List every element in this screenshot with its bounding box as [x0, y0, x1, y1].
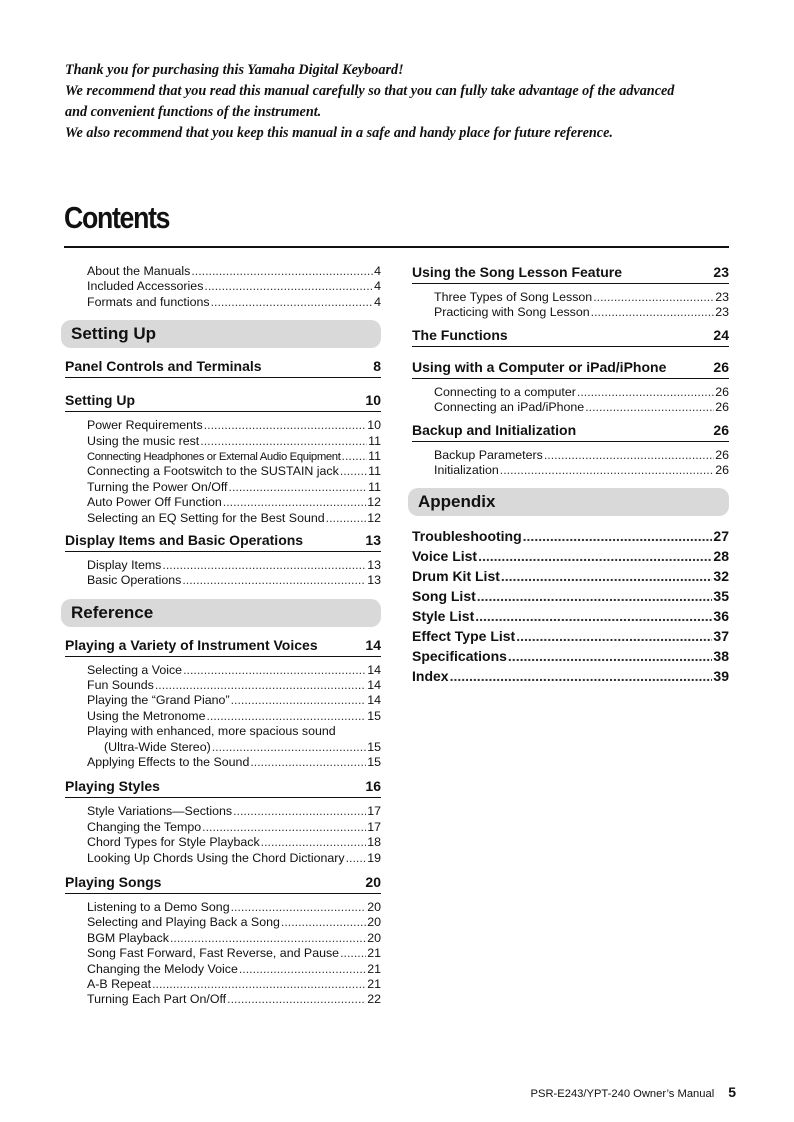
toc-entry[interactable]: Using the music rest ..... 11: [65, 434, 381, 449]
toc-entry[interactable]: Display Items ..... 13: [65, 558, 381, 573]
toc-left-column: [65, 264, 381, 1008]
toc-entry[interactable]: Power Requirements ..... 10: [65, 418, 381, 433]
toc-entry[interactable]: Practicing with Song Lesson ..... 23: [412, 305, 729, 320]
section-header-appendix: Appendix: [408, 488, 729, 516]
toc-right-column: [412, 264, 729, 686]
toc-appendix-entry[interactable]: Specifications ..... 38: [412, 646, 729, 666]
toc-entry[interactable]: Connecting Headphones or External Audio Equipment ..... 11: [65, 449, 381, 464]
page-footer: [500, 1084, 736, 1100]
toc-chapter[interactable]: Backup and Initialization 26: [412, 422, 729, 442]
toc-entry[interactable]: Initialization ..... 26: [412, 463, 729, 478]
title-rule: [64, 246, 729, 248]
toc-entry[interactable]: Turning Each Part On/Off ..... 22: [65, 992, 381, 1007]
toc-entry[interactable]: Fun Sounds ..... 14: [65, 678, 381, 693]
toc-entry[interactable]: Auto Power Off Function ..... 12: [65, 495, 381, 510]
toc-chapter[interactable]: Playing Songs 20: [65, 874, 381, 894]
intro-line: and convenient functions of the instrument.: [65, 104, 322, 120]
toc-appendix-entry[interactable]: Voice List ..... 28: [412, 546, 729, 566]
toc-entry[interactable]: Connecting to a computer ..... 26: [412, 385, 729, 400]
toc-entry[interactable]: Formats and functions ..... 4: [65, 295, 381, 310]
toc-entry[interactable]: Included Accessories ..... 4: [65, 279, 381, 294]
intro-line: Thank you for purchasing this Yamaha Digital Keyboard!: [65, 62, 404, 78]
toc-appendix-entry[interactable]: Drum Kit List ..... 32: [412, 566, 729, 586]
toc-entry[interactable]: Applying Effects to the Sound ..... 15: [65, 755, 381, 770]
toc-chapter[interactable]: Using the Song Lesson Feature 23: [412, 264, 729, 284]
toc-entry[interactable]: Changing the Tempo ..... 17: [65, 820, 381, 835]
toc-chapter[interactable]: Playing a Variety of Instrument Voices 14: [65, 637, 381, 657]
toc-entry[interactable]: A-B Repeat ..... 21: [65, 977, 381, 992]
toc-chapter[interactable]: Playing Styles 16: [65, 778, 381, 798]
toc-appendix-entry[interactable]: Style List ..... 36: [412, 606, 729, 626]
toc-entry[interactable]: About the Manuals ..... 4: [65, 264, 381, 279]
toc-appendix-entry[interactable]: Index ..... 39: [412, 666, 729, 686]
toc-appendix-entry[interactable]: Song List ..... 35: [412, 586, 729, 606]
toc-chapter[interactable]: Panel Controls and Terminals 8: [65, 358, 381, 378]
toc-entry[interactable]: Playing with enhanced, more spacious sound (Ultra-Wide Stereo) ..... 15: [65, 724, 381, 755]
toc-chapter[interactable]: The Functions 24: [412, 327, 729, 347]
toc-entry[interactable]: Three Types of Song Lesson ..... 23: [412, 290, 729, 305]
intro-line: We recommend that you read this manual carefully so that you can fully take advantage of the advanced: [65, 83, 675, 99]
section-header-reference: Reference: [61, 599, 381, 627]
toc-entry[interactable]: Song Fast Forward, Fast Reverse, and Pause ..... 21: [65, 946, 381, 961]
contents-title: Contents: [64, 200, 170, 235]
toc-entry[interactable]: Connecting a Footswitch to the SUSTAIN jack ..... 11: [65, 464, 381, 479]
toc-entry[interactable]: Listening to a Demo Song ..... 20: [65, 900, 381, 915]
toc-entry[interactable]: Backup Parameters ..... 26: [412, 448, 729, 463]
toc-entry[interactable]: Playing the “Grand Piano” ..... 14: [65, 693, 381, 708]
toc-entry[interactable]: Chord Types for Style Playback ..... 18: [65, 835, 381, 850]
toc-chapter[interactable]: Using with a Computer or iPad/iPhone 26: [412, 359, 729, 379]
toc-entry[interactable]: Using the Metronome ..... 15: [65, 709, 381, 724]
intro-line: We also recommend that you keep this manual in a safe and handy place for future reference.: [65, 125, 613, 141]
toc-entry[interactable]: BGM Playback ..... 20: [65, 931, 381, 946]
manual-title: PSR-E243/YPT-240 Owner’s Manual: [530, 1088, 715, 1100]
toc-entry[interactable]: Selecting an EQ Setting for the Best Sound ..... 12: [65, 511, 381, 526]
toc-entry[interactable]: Connecting an iPad/iPhone ..... 26: [412, 400, 729, 415]
toc-chapter[interactable]: Display Items and Basic Operations 13: [65, 532, 381, 552]
toc-entry[interactable]: Turning the Power On/Off ..... 11: [65, 480, 381, 495]
toc-entry[interactable]: Changing the Melody Voice ..... 21: [65, 962, 381, 977]
toc-entry[interactable]: Style Variations—Sections ..... 17: [65, 804, 381, 819]
toc-chapter[interactable]: Setting Up 10: [65, 392, 381, 412]
toc-entry[interactable]: Looking Up Chords Using the Chord Dictionary ..... 19: [65, 851, 381, 866]
toc-entry[interactable]: Selecting and Playing Back a Song ..... 20: [65, 915, 381, 930]
intro-text: [65, 60, 745, 144]
toc-entry[interactable]: Basic Operations ..... 13: [65, 573, 381, 588]
toc-appendix-entry[interactable]: Troubleshooting ..... 27: [412, 526, 729, 546]
toc-appendix-entry[interactable]: Effect Type List ..... 37: [412, 626, 729, 646]
page-number: 5: [728, 1084, 736, 1100]
section-header-setting-up: Setting Up: [61, 320, 381, 348]
toc-entry[interactable]: Selecting a Voice ..... 14: [65, 663, 381, 678]
